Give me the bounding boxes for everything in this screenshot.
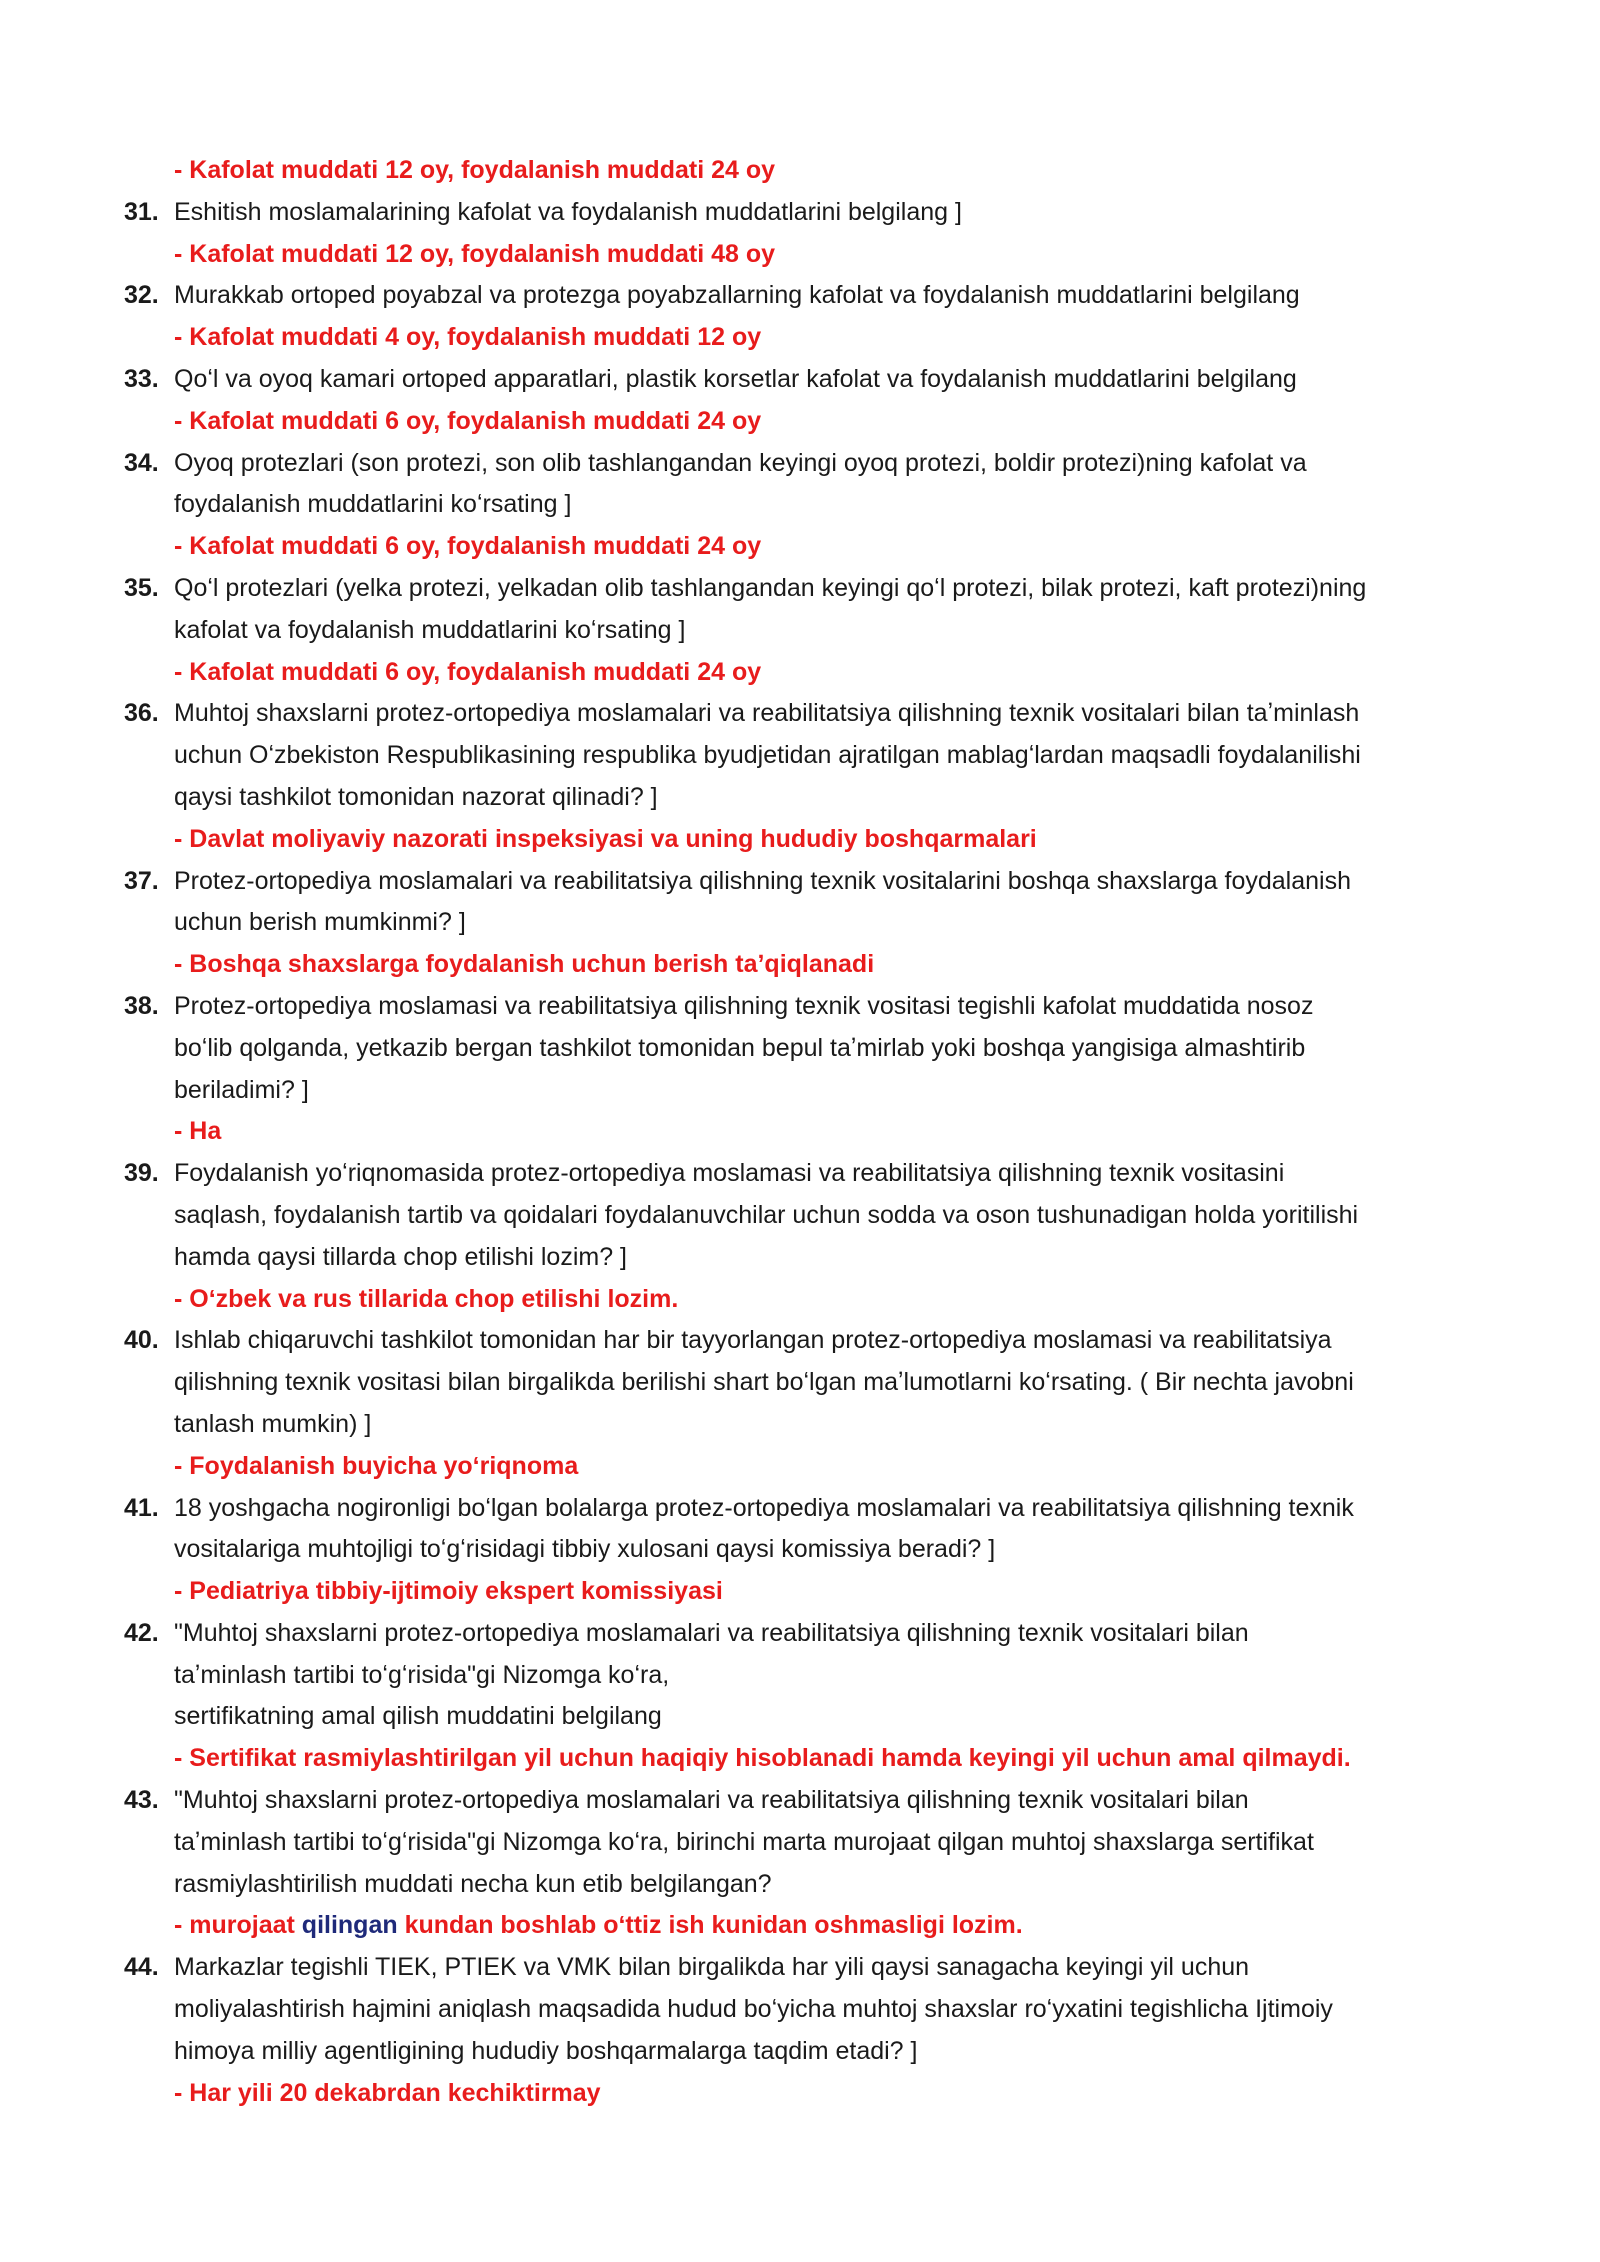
question-number: 32.	[124, 281, 159, 310]
question-line: Qoʻl protezlari (yelka protezi, yelkadan olib tashlangandan keyingi qoʻl protezi, bilak protezi, kaft protezi)ning	[174, 573, 1367, 602]
question-item	[124, 1947, 1504, 2072]
question-line: beriladimi? ]	[174, 1075, 309, 1104]
answer-line	[124, 819, 1504, 861]
question-item	[124, 443, 1504, 527]
question-number: 43.	[124, 1786, 159, 1815]
question-item	[124, 1780, 1504, 1905]
answer-text: - Kafolat muddati 6 oy, foydalanish muddati 24 oy	[174, 406, 762, 435]
question-line: taʼminlash tartibi toʻgʻrisida"gi Nizomga koʻra,	[174, 1660, 670, 1689]
answer-text: kundan boshlab oʻttiz ish kunidan oshmasligi lozim.	[397, 1911, 1023, 1940]
question-text	[174, 1153, 1504, 1278]
question-text	[174, 1613, 1504, 1738]
question-text	[174, 1780, 1504, 1905]
question-item	[124, 192, 1504, 234]
answer-line	[124, 234, 1504, 276]
question-line: boʻlib qolganda, yetkazib bergan tashkilot tomonidan bepul taʼmirlab yoki boshqa yangisiga almashtirib	[174, 1033, 1306, 1062]
question-line: hamda qaysi tillarda chop etilishi lozim? ]	[174, 1242, 627, 1271]
question-line: Markazlar tegishli TIEK, PTIEK va VMK bilan birgalikda har yili qaysi sanagacha keyingi yil uchun	[174, 1953, 1250, 1982]
question-item	[124, 1613, 1504, 1738]
question-line: qaysi tashkilot tomonidan nazorat qilinadi? ]	[174, 782, 658, 811]
answer-text: - Foydalanish buyicha yoʻriqnoma	[174, 1451, 579, 1480]
question-number: 39.	[124, 1159, 159, 1188]
question-number: 34.	[124, 448, 159, 477]
question-item	[124, 693, 1504, 818]
answer-text: - Kafolat muddati 6 oy, foydalanish muddati 24 oy	[174, 532, 762, 561]
answer-text: - Kafolat muddati 12 oy, foydalanish muddati 24 oy	[174, 156, 776, 184]
question-line: Eshitish moslamalarining kafolat va foydalanish muddatlarini belgilang ]	[174, 197, 962, 226]
answer-text: - Kafolat muddati 6 oy, foydalanish muddati 24 oy	[174, 657, 762, 686]
question-text	[174, 192, 1504, 234]
question-text	[174, 568, 1504, 652]
question-number: 40.	[124, 1326, 159, 1355]
answer-text: - Har yili 20 dekabrdan kechiktirmay	[174, 2078, 601, 2107]
answer-text: - Kafolat muddati 4 oy, foydalanish muddati 12 oy	[174, 323, 762, 352]
answer-line	[124, 526, 1504, 568]
question-line: saqlash, foydalanish tartib va qoidalari foydalanuvchilar uchun sodda va oson tushunadigan holda yoritilishi	[174, 1200, 1359, 1229]
question-number: 38.	[124, 991, 159, 1020]
question-line: qilishning texnik vositasi bilan birgalikda berilishi shart boʻlgan maʼlumotlarni koʻrsating. ( Bir nechta javobni	[174, 1368, 1354, 1397]
answer-text: - Pediatriya tibbiy-ijtimoiy ekspert komissiyasi	[174, 1577, 723, 1606]
question-item	[124, 1153, 1504, 1278]
qa-list	[124, 150, 1504, 2114]
question-text	[174, 275, 1504, 317]
answer-line	[124, 652, 1504, 694]
answer-text: - Boshqa shaxslarga foydalanish uchun berish taʼqiqlanadi	[174, 950, 875, 979]
answer-line	[124, 1738, 1504, 1780]
answer-text: - Sertifikat rasmiylashtirilgan yil uchun haqiqiy hisoblanadi hamda keyingi yil uchun amal qilmaydi.	[174, 1744, 1351, 1773]
question-text	[174, 986, 1504, 1111]
question-line: kafolat va foydalanish muddatlarini koʻrsating ]	[174, 615, 686, 644]
question-number: 44.	[124, 1953, 159, 1982]
answer-line	[124, 317, 1504, 359]
answer-text: - Ha	[174, 1117, 222, 1146]
answer-line	[124, 1111, 1504, 1153]
question-number: 42.	[124, 1618, 159, 1647]
question-number: 31.	[124, 197, 159, 226]
question-line: Protez-ortopediya moslamalari va reabilitatsiya qilishning texnik vositalarini boshqa shaxslarga foydalanish	[174, 866, 1351, 895]
question-line: sertifikatning amal qilish muddatini belgilang	[174, 1702, 662, 1731]
answer-line	[124, 1279, 1504, 1321]
question-line: tanlash mumkin) ]	[174, 1409, 372, 1438]
answer-line	[124, 1571, 1504, 1613]
question-text	[174, 359, 1504, 401]
answer-text: - Oʻzbek va rus tillarida chop etilishi lozim.	[174, 1284, 679, 1313]
question-line: uchun Oʻzbekiston Respublikasining respublika byudjetidan ajratilgan mablagʻlardan maqsadli foydalanilishi	[174, 741, 1361, 770]
question-text	[174, 1320, 1504, 1445]
question-item	[124, 275, 1504, 317]
question-item	[124, 861, 1504, 945]
question-text	[174, 693, 1504, 818]
question-line: vositalariga muhtojligi toʻgʻrisidagi tibbiy xulosani qaysi komissiya beradi? ]	[174, 1535, 996, 1564]
answer-line	[124, 1446, 1504, 1488]
question-line: Protez-ortopediya moslamasi va reabilitatsiya qilishning texnik vositasi tegishli kafolat muddatida nosoz	[174, 991, 1314, 1020]
question-item	[124, 359, 1504, 401]
answer-text: - Davlat moliyaviy nazorati inspeksiyasi va uning hududiy boshqarmalari	[174, 824, 1037, 853]
question-item	[124, 1320, 1504, 1445]
question-line: Qoʻl va oyoq kamari ortoped apparatlari, plastik korsetlar kafolat va foydalanish muddatlarini belgilang	[174, 364, 1297, 393]
question-line: 18 yoshgacha nogironligi boʻlgan bolalarga protez-ortopediya moslamalari va reabilitatsiya qilishning texnik	[174, 1493, 1354, 1522]
question-text	[174, 1947, 1504, 2072]
question-number: 33.	[124, 364, 159, 393]
question-number: 41.	[124, 1493, 159, 1522]
question-number: 36.	[124, 699, 159, 728]
question-line: Ishlab chiqaruvchi tashkilot tomonidan har bir tayyorlangan protez-ortopediya moslamasi va reabilitatsiya	[174, 1326, 1332, 1355]
answer-line	[124, 1905, 1504, 1947]
answer-line	[124, 2073, 1504, 2115]
question-line: rasmiylashtirilish muddati necha kun etib belgilangan?	[174, 1869, 772, 1898]
question-line: Murakkab ortoped poyabzal va protezga poyabzallarning kafolat va foydalanish muddatlarini belgilang	[174, 281, 1300, 310]
question-text	[174, 861, 1504, 945]
question-item	[124, 568, 1504, 652]
question-line: "Muhtoj shaxslarni protez-ortopediya moslamalari va reabilitatsiya qilishning texnik vositalari bilan	[174, 1786, 1249, 1815]
question-line: Foydalanish yoʻriqnomasida protez-ortopediya moslamasi va reabilitatsiya qilishning texnik vositasini	[174, 1159, 1285, 1188]
question-line: foydalanish muddatlarini koʻrsating ]	[174, 490, 572, 519]
question-item	[124, 986, 1504, 1111]
question-line: uchun berish mumkinmi? ]	[174, 908, 466, 937]
question-line: Muhtoj shaxslarni protez-ortopediya moslamalari va reabilitatsiya qilishning texnik vositalari bilan taʼminlash	[174, 699, 1360, 728]
answer-line	[124, 401, 1504, 443]
answer-text: - Kafolat muddati 12 oy, foydalanish muddati 48 oy	[174, 239, 776, 268]
answer-line	[124, 150, 1504, 192]
question-text	[174, 443, 1504, 527]
question-line: "Muhtoj shaxslarni protez-ortopediya moslamalari va reabilitatsiya qilishning texnik vositalari bilan	[174, 1618, 1249, 1647]
question-line: himoya milliy agentligining hududiy boshqarmalarga taqdim etadi? ]	[174, 2036, 918, 2065]
answer-highlight: qilingan	[301, 1911, 398, 1940]
question-item	[124, 1488, 1504, 1572]
answer-line	[124, 944, 1504, 986]
question-text	[174, 1488, 1504, 1572]
question-line: moliyalashtirish hajmini aniqlash maqsadida hudud boʻyicha muhtoj shaxslar roʻyxatini tegishlicha Ijtimoiy	[174, 1995, 1333, 2024]
question-line: Oyoq protezlari (son protezi, son olib tashlangandan keyingi oyoq protezi, boldir protezi)ning kafolat va	[174, 448, 1307, 477]
question-line: taʼminlash tartibi toʻgʻrisida"gi Nizomga koʻra, birinchi marta murojaat qilgan muhtoj shaxslarga sertifikat	[174, 1827, 1314, 1856]
question-number: 37.	[124, 866, 159, 895]
question-number: 35.	[124, 573, 159, 602]
answer-text: - murojaat	[174, 1911, 302, 1940]
